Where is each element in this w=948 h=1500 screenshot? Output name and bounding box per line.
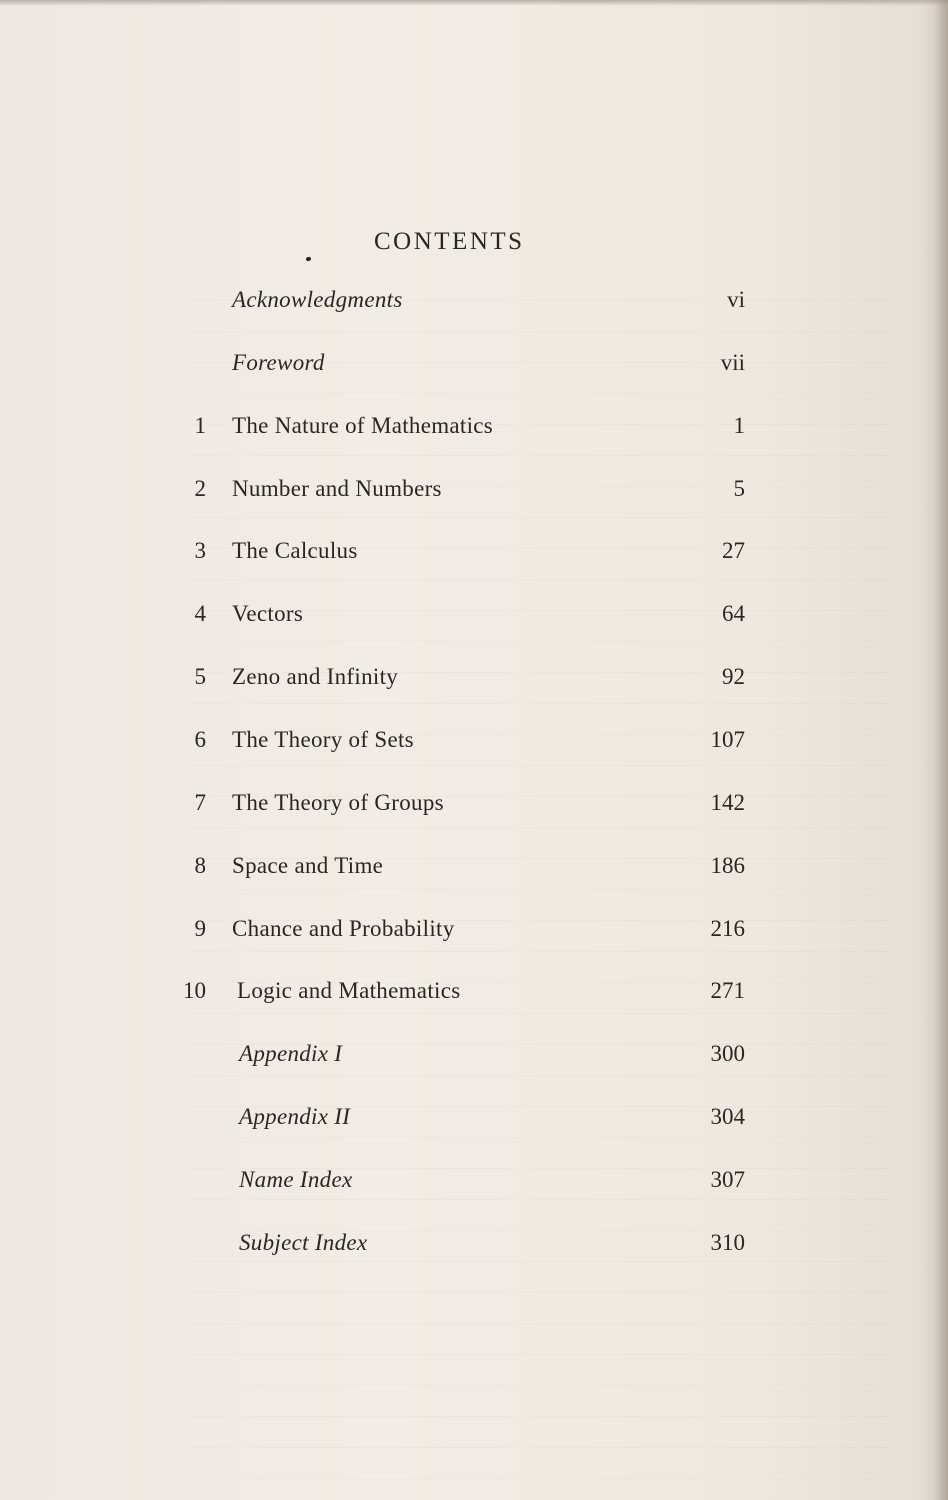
entry-title: Chance and Probability [232, 915, 455, 941]
page-number: vii [720, 349, 745, 375]
toc-entry [0, 534, 948, 574]
entry-title: Number and Numbers [232, 475, 442, 501]
page-number: 92 [722, 664, 745, 690]
page-number: 307 [710, 1166, 745, 1192]
contents-heading: CONTENTS [374, 228, 525, 255]
toc-entry [0, 472, 948, 512]
chapter-number: 4 [194, 601, 206, 627]
toc-entry [0, 660, 948, 700]
entry-title: The Nature of Mathematics [232, 412, 494, 438]
chapter-number: 10 [183, 978, 206, 1004]
entry-title: Subject Index [239, 1229, 368, 1255]
chapter-number: 5 [194, 664, 206, 690]
entry-title: Appendix II [239, 1104, 351, 1130]
entry-title: Acknowledgments [232, 287, 403, 312]
chapter-number: 2 [194, 475, 206, 501]
page-number: 186 [710, 852, 745, 878]
toc-entry [0, 849, 948, 889]
page-number: 142 [710, 789, 745, 815]
toc-entry [0, 1100, 948, 1140]
toc-entry [0, 409, 948, 449]
page-number: 64 [722, 601, 745, 627]
chapter-number: 7 [194, 789, 206, 815]
page-number: vi [727, 287, 745, 312]
page-number: 107 [710, 726, 745, 752]
chapter-number: 3 [194, 538, 206, 564]
toc-entry [0, 597, 948, 637]
entry-title: Name Index [239, 1166, 353, 1192]
entry-title: The Theory of Groups [232, 789, 444, 815]
chapter-number: 9 [194, 915, 206, 941]
toc-entry [0, 283, 948, 323]
toc-entry [0, 786, 948, 826]
page-number: 304 [710, 1104, 745, 1130]
chapter-number: 1 [194, 412, 206, 438]
page-number: 271 [710, 978, 745, 1004]
toc-entry [0, 723, 948, 763]
entry-title: Vectors [232, 601, 304, 627]
toc-entry [0, 974, 948, 1014]
toc-entry [0, 1037, 948, 1077]
toc-entry [0, 346, 948, 386]
page-number: 27 [722, 538, 745, 564]
chapter-number: 6 [194, 726, 206, 752]
page-number: 300 [710, 1041, 745, 1067]
entry-title: The Theory of Sets [232, 726, 414, 752]
page-number: 1 [733, 412, 745, 438]
page-number: 5 [733, 475, 745, 501]
toc-entry [0, 912, 948, 952]
chapter-number: 8 [194, 852, 206, 878]
entry-title: Logic and Mathematics [237, 978, 461, 1004]
toc-entry [0, 1226, 948, 1266]
entry-title: Foreword [232, 349, 325, 375]
entry-title: The Calculus [232, 538, 358, 564]
entry-title: Appendix I [239, 1041, 343, 1067]
toc-entry [0, 1163, 948, 1203]
page-number: 310 [710, 1229, 745, 1255]
page-number: 216 [710, 915, 745, 941]
entry-title: Zeno and Infinity [232, 664, 399, 690]
entry-title: Space and Time [232, 852, 384, 878]
